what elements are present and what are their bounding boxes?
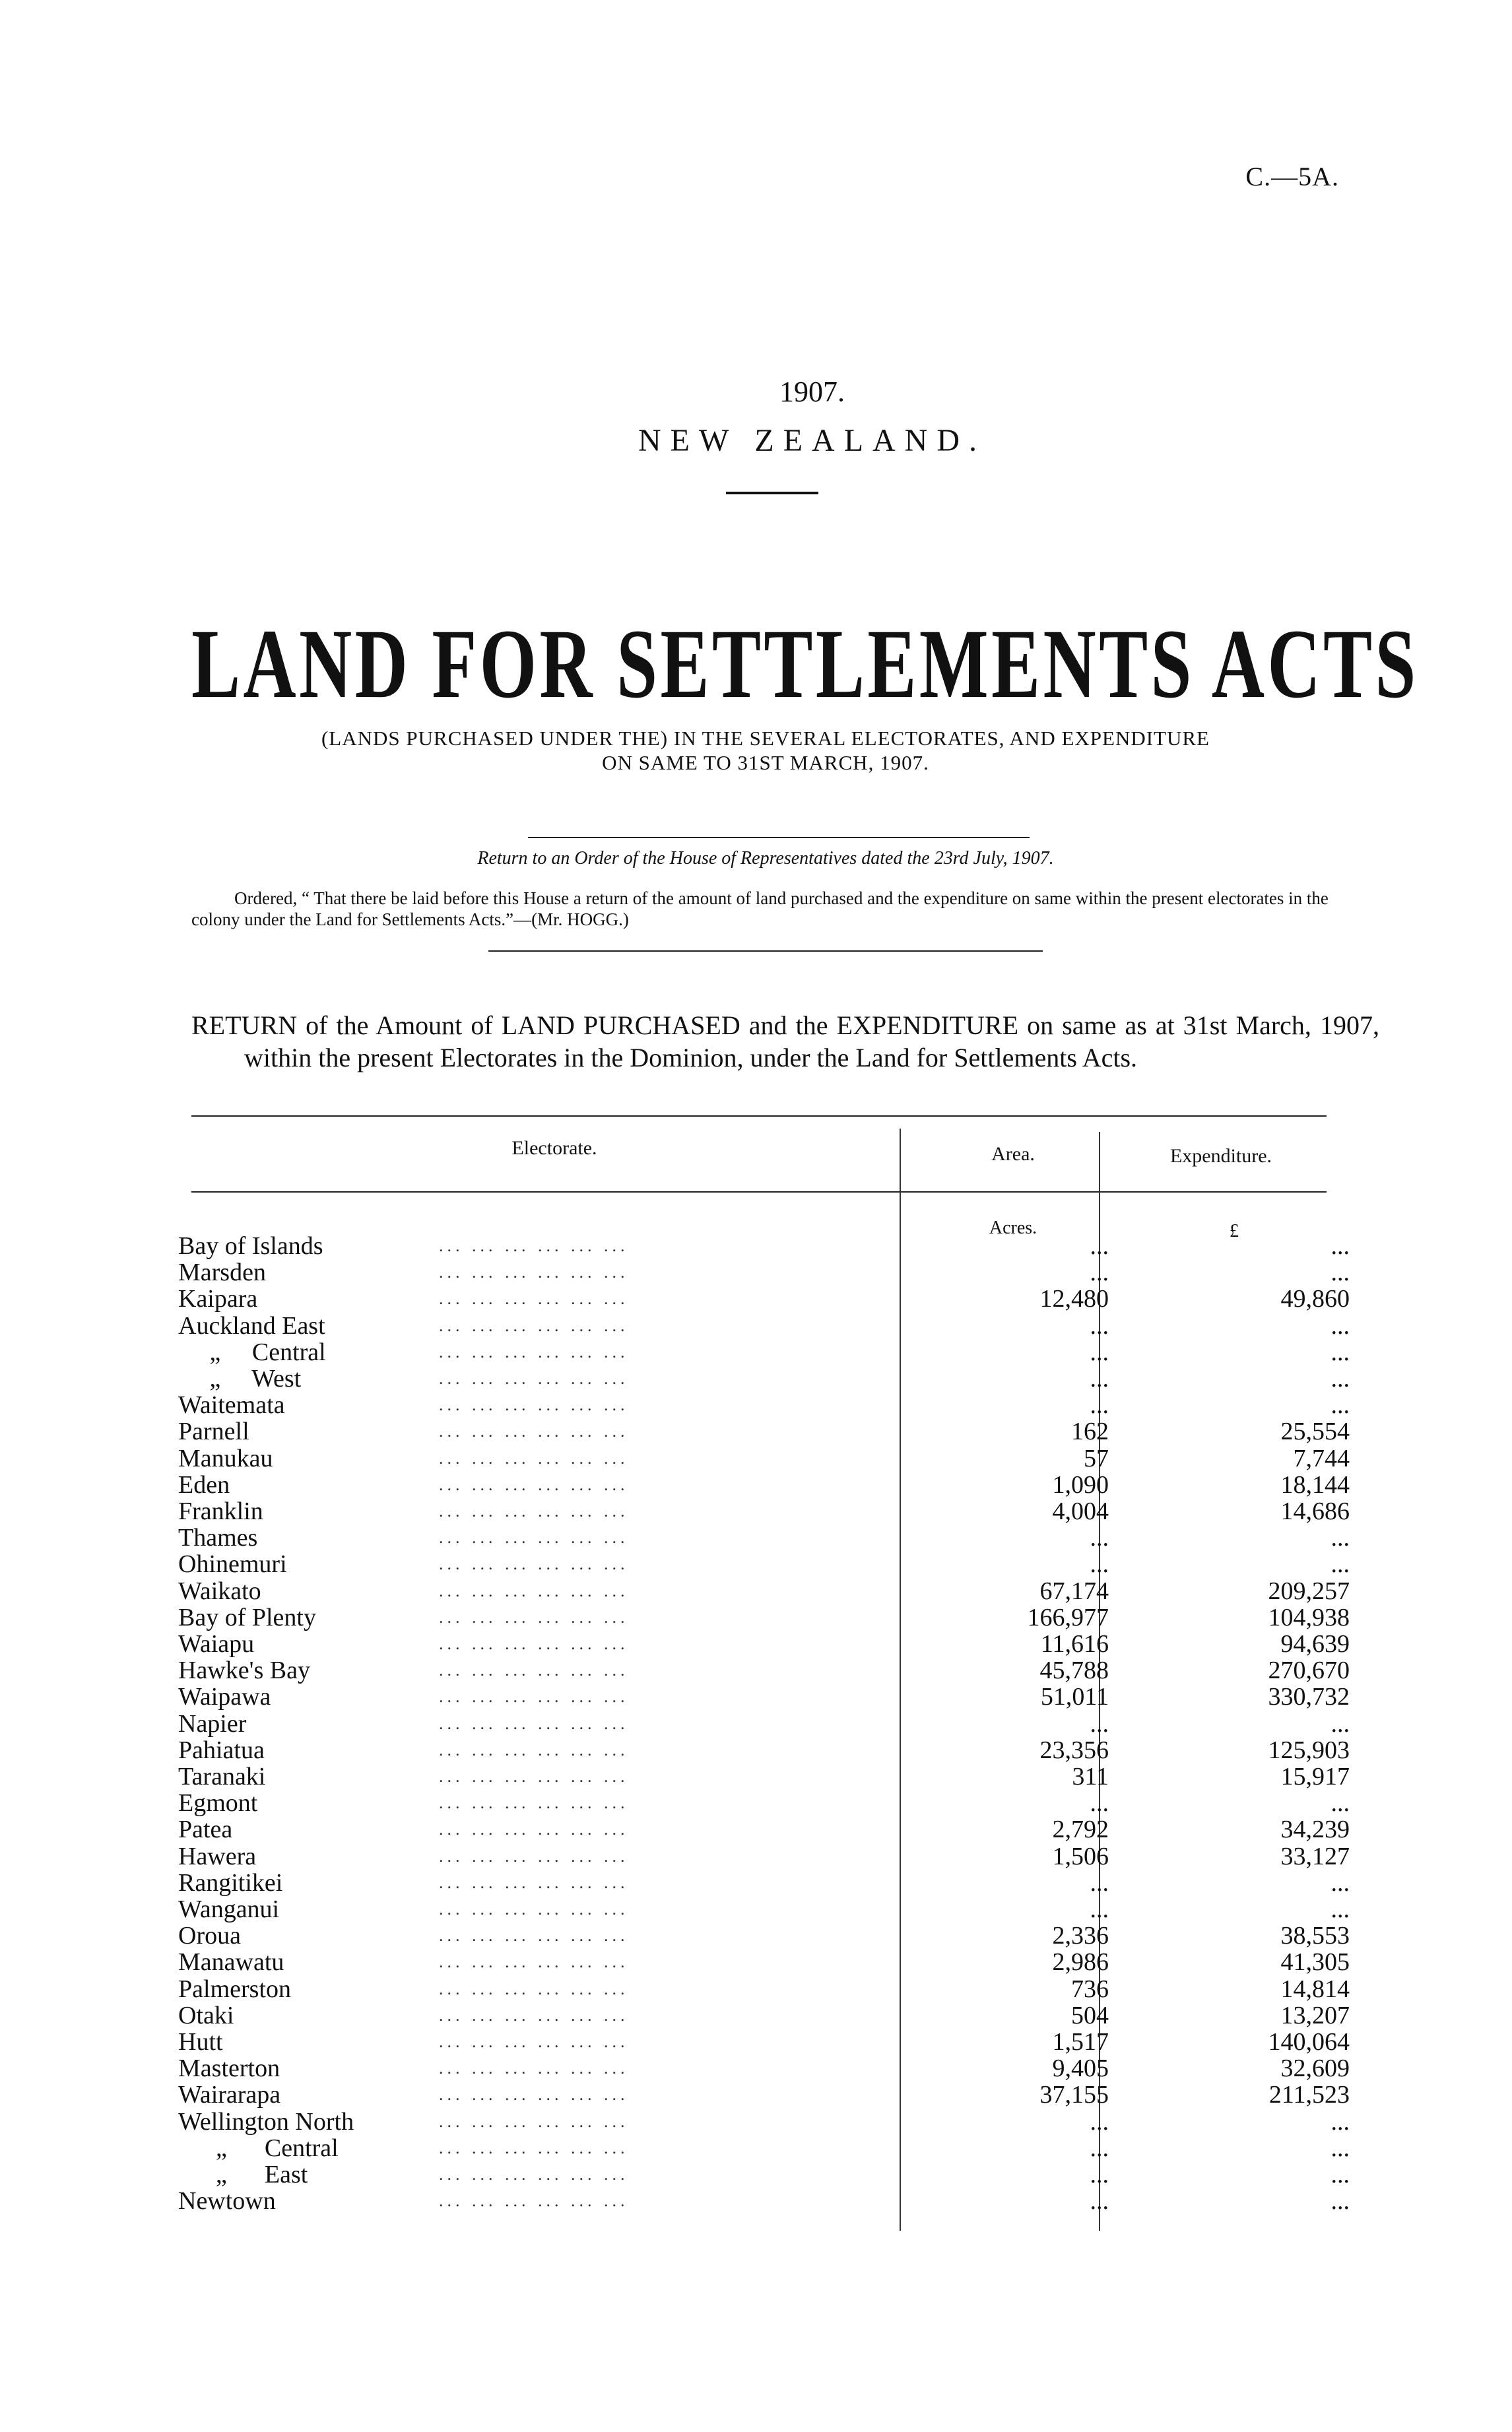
area-cell: ... [1090,1232,1109,1260]
electorate-name: Wanganui [178,1895,280,1923]
area-cell: 45,788 [1039,1657,1109,1685]
header-electorate: Electorate. [511,1137,597,1159]
expenditure-cell: 330,732 [1268,1683,1350,1711]
table-row [178,1630,1350,1658]
expenditure-cell: ... [1331,1550,1350,1579]
expenditure-cell: 41,305 [1280,1948,1350,1977]
dot-leaders: ... ... ... ... ... ... [439,1263,629,1282]
electorate-name: Oroua [178,1922,241,1950]
electorate-name: Marsden [178,1259,266,1287]
dot-leaders: ... ... ... ... ... ... [439,1581,629,1600]
expenditure-cell: 13,207 [1280,2001,1350,2029]
expenditure-cell: 25,554 [1280,1418,1350,1446]
dot-leaders: ... ... ... ... ... ... [439,1448,629,1468]
table-row [178,1524,1350,1552]
area-cell: 37,155 [1039,2081,1109,2109]
dot-leaders: ... ... ... ... ... ... [439,2058,629,2078]
divider [488,950,1043,952]
table-row [178,1789,1350,1818]
expenditure-cell: ... [1331,2187,1350,2216]
dot-leaders: ... ... ... ... ... ... [439,1846,629,1866]
dot-leaders: ... ... ... ... ... ... [439,1952,629,1972]
electorate-name: Masterton [178,2054,280,2083]
area-cell: ... [1090,1311,1109,1340]
dot-leaders: ... ... ... ... ... ... [439,1687,629,1707]
table-row [178,1470,1350,1499]
area-cell: ... [1090,2107,1109,2136]
return-intro-paragraph: RETURN of the Amount of LAND PURCHASED and the EXPENDITURE on same as at 31st March, 1907, within the present Electorates in the Dominion, under the Land for Settlements Acts. [191,1010,1379,1072]
document-year: 1907. [779,376,845,408]
table-row [178,1603,1350,1631]
dot-leaders: ... ... ... ... ... ... [439,2085,629,2105]
dot-leaders: ... ... ... ... ... ... [439,1660,629,1680]
area-cell: ... [1090,2134,1109,2162]
table-row [178,1550,1350,1579]
table-row [178,1311,1350,1340]
electorate-name: Eden [178,1470,230,1499]
area-cell: 162 [1071,1418,1109,1446]
dot-leaders: ... ... ... ... ... ... [439,1474,629,1494]
document-subtitle [224,726,1307,775]
electorate-name: „ Central [178,2134,339,2162]
ordered-paragraph: Ordered, “ That there be laid before this House a return of the amount of land purchased and the expenditure on same within the present electorates in the colony under the Land for Settlements Acts.”—(Mr. HOGG.) [191,888,1329,930]
expenditure-cell: 270,670 [1268,1657,1350,1685]
dot-leaders: ... ... ... ... ... ... [439,1740,629,1759]
expenditure-cell: ... [1331,1391,1350,1420]
expenditure-cell: 104,938 [1268,1603,1350,1631]
table-row [178,2107,1350,2136]
electorate-name: „ Central [178,1338,326,1366]
area-cell: ... [1090,1365,1109,1393]
electorate-name: Wellington North [178,2107,354,2136]
dot-leaders: ... ... ... ... ... ... [439,1342,629,1362]
electorate-name: Manukau [178,1444,273,1472]
expenditure-cell: ... [1331,1868,1350,1897]
table-header-rule [191,1191,1327,1193]
table-row [178,1736,1350,1764]
area-cell: 23,356 [1039,1736,1109,1764]
table-row [178,1683,1350,1711]
electorate-name: Otaki [178,2001,234,2029]
electorate-name: Manawatu [178,1948,284,1977]
electorate-name: Wairarapa [178,2081,281,2109]
table-row [178,1365,1350,1393]
table-row [178,1657,1350,1685]
expenditure-cell: ... [1331,1709,1350,1738]
table-row [178,2001,1350,2029]
electorate-name: Patea [178,1816,233,1844]
dot-leaders: ... ... ... ... ... ... [439,1899,629,1919]
area-cell: 1,506 [1052,1842,1109,1870]
expenditure-cell: ... [1331,2107,1350,2136]
electorate-name: Waitemata [178,1391,285,1420]
expenditure-units: £ [1230,1221,1239,1241]
expenditure-cell: ... [1331,1789,1350,1818]
header-expenditure: Expenditure. [1169,1145,1272,1167]
table-row [178,1391,1350,1420]
table-row [178,2187,1350,2216]
area-cell: ... [1090,1789,1109,1818]
electorate-name: Newtown [178,2187,276,2216]
subtitle-line-1: (LANDS PURCHASED UNDER THE) IN THE SEVERAL ELECTORATES, AND EXPENDITURE [321,727,1210,750]
area-units: Acres. [989,1218,1037,1238]
electorate-name: Kaipara [178,1285,258,1313]
table-row [178,1842,1350,1870]
expenditure-cell: 32,609 [1280,2054,1350,2083]
electorate-name: „ East [178,2161,308,2188]
table-row [178,1259,1350,1287]
electorate-name: Bay of Plenty [178,1603,316,1631]
electorate-name: Thames [178,1524,258,1552]
dot-leaders: ... ... ... ... ... ... [439,1713,629,1733]
electorate-name: Waipawa [178,1683,271,1711]
dot-leaders: ... ... ... ... ... ... [439,2005,629,2025]
table-row [178,1497,1350,1525]
dot-leaders: ... ... ... ... ... ... [439,2165,629,2184]
dot-leaders: ... ... ... ... ... ... [439,1979,629,1998]
return-order-note: Return to an Order of the House of Representatives dated the 23rd July, 1907. [477,848,1054,869]
expenditure-cell: 211,523 [1268,2081,1350,2109]
area-cell: ... [1090,1259,1109,1287]
electorate-name: Palmerston [178,1975,291,2003]
dot-leaders: ... ... ... ... ... ... [439,2191,629,2211]
dot-leaders: ... ... ... ... ... ... [439,1872,629,1892]
document-reference: C.—5A. [1245,162,1339,191]
expenditure-cell: 33,127 [1280,1842,1350,1870]
expenditure-cell: ... [1331,1338,1350,1366]
area-cell: 2,792 [1052,1816,1109,1844]
expenditure-cell: ... [1331,1365,1350,1393]
area-cell: ... [1090,1868,1109,1897]
expenditure-cell: 125,903 [1268,1736,1350,1764]
dot-leaders: ... ... ... ... ... ... [439,1528,629,1548]
area-cell: ... [1090,1895,1109,1923]
table-top-rule [191,1115,1327,1117]
table-row [178,1709,1350,1738]
expenditure-cell: ... [1331,1311,1350,1340]
expenditure-cell: 14,686 [1280,1497,1350,1525]
expenditure-cell: 18,144 [1280,1470,1350,1499]
area-cell: ... [1090,1524,1109,1552]
area-cell: 311 [1072,1763,1109,1791]
header-area: Area. [991,1143,1035,1165]
area-cell: 2,986 [1052,1948,1109,1977]
dot-leaders: ... ... ... ... ... ... [439,1501,629,1521]
subtitle-line-2: ON SAME TO 31ST MARCH, 1907. [602,751,929,775]
electorate-name: Hutt [178,2028,223,2056]
table-row [178,1868,1350,1897]
expenditure-cell: 34,239 [1280,1816,1350,1844]
divider [528,837,1030,838]
area-cell: 736 [1071,1975,1109,2003]
dot-leaders: ... ... ... ... ... ... [439,1607,629,1627]
electorate-name: Bay of Islands [178,1232,323,1260]
table-row [178,1895,1350,1923]
expenditure-cell: 49,860 [1280,1285,1350,1313]
table-row [178,1232,1350,1260]
expenditure-cell: 14,814 [1280,1975,1350,2003]
expenditure-cell: ... [1331,1259,1350,1287]
area-cell: 9,405 [1052,2054,1109,2083]
electorate-name: Egmont [178,1789,258,1818]
dot-leaders: ... ... ... ... ... ... [439,1554,629,1574]
electorate-name: Napier [178,1709,247,1738]
area-cell: 12,480 [1039,1285,1109,1313]
expenditure-cell: 94,639 [1280,1630,1350,1658]
electorate-name: Ohinemuri [178,1550,287,1579]
table-row [178,1338,1350,1366]
electorate-name: Rangitikei [178,1868,283,1897]
expenditure-cell: 140,064 [1268,2028,1350,2056]
electorate-name: Hawera [178,1842,257,1870]
area-cell: 166,977 [1027,1603,1109,1631]
electorate-name: Pahiatua [178,1736,265,1764]
document-title: LAND FOR SETTLEMENTS ACTS [191,609,1419,719]
dot-leaders: ... ... ... ... ... ... [439,1315,629,1335]
table-row [178,2134,1350,2162]
area-cell: ... [1090,1391,1109,1420]
expenditure-cell: ... [1331,1524,1350,1552]
electorate-name: Franklin [178,1497,263,1525]
table-row [178,1577,1350,1605]
dot-leaders: ... ... ... ... ... ... [439,1236,629,1255]
area-cell: 1,517 [1052,2028,1109,2056]
area-cell: 504 [1071,2001,1109,2029]
table-row [178,2054,1350,2083]
dot-leaders: ... ... ... ... ... ... [439,1767,629,1786]
expenditure-cell: 209,257 [1268,1577,1350,1605]
dot-leaders: ... ... ... ... ... ... [439,1926,629,1946]
expenditure-cell: 15,917 [1280,1763,1350,1791]
area-cell: 4,004 [1052,1497,1109,1525]
dot-leaders: ... ... ... ... ... ... [439,2032,629,2051]
area-cell: ... [1090,2187,1109,2216]
area-cell: 51,011 [1040,1683,1109,1711]
expenditure-cell: 38,553 [1280,1922,1350,1950]
divider [726,492,818,494]
area-cell: 2,336 [1052,1922,1109,1950]
dot-leaders: ... ... ... ... ... ... [439,1820,629,1839]
electorate-name: Hawke's Bay [178,1657,310,1685]
expenditure-cell: ... [1331,2161,1350,2188]
area-cell: 1,090 [1052,1470,1109,1499]
area-cell: 11,616 [1040,1630,1109,1658]
table-row [178,1444,1350,1472]
electorate-name: Waikato [178,1577,261,1605]
expenditure-cell: ... [1331,1232,1350,1260]
area-cell: 57 [1084,1444,1109,1472]
table-row [178,1922,1350,1950]
electorate-name: „ West [178,1365,302,1393]
dot-leaders: ... ... ... ... ... ... [439,2111,629,2131]
dot-leaders: ... ... ... ... ... ... [439,1395,629,1415]
table-row [178,2161,1350,2188]
electorate-name: Auckland East [178,1311,325,1340]
dot-leaders: ... ... ... ... ... ... [439,1634,629,1653]
expenditure-cell: ... [1331,1895,1350,1923]
table-row [178,1816,1350,1844]
area-cell: ... [1090,1338,1109,1366]
expenditure-cell: 7,744 [1293,1444,1350,1472]
table-row [178,1763,1350,1791]
electorate-name: Taranaki [178,1763,266,1791]
area-cell: 67,174 [1039,1577,1109,1605]
dot-leaders: ... ... ... ... ... ... [439,2138,629,2157]
area-cell: ... [1090,1709,1109,1738]
expenditure-cell: ... [1331,2134,1350,2162]
area-cell: ... [1090,1550,1109,1579]
table-row [178,1948,1350,1977]
electorate-name: Parnell [178,1418,249,1446]
electorate-name: Waiapu [178,1630,255,1658]
table-row [178,1285,1350,1313]
table-row [178,1975,1350,2003]
dot-leaders: ... ... ... ... ... ... [439,1422,629,1441]
table-row [178,1418,1350,1446]
table-row [178,2028,1350,2056]
dot-leaders: ... ... ... ... ... ... [439,1289,629,1309]
dot-leaders: ... ... ... ... ... ... [439,1369,629,1388]
dot-leaders: ... ... ... ... ... ... [439,1793,629,1813]
table-row [178,2081,1350,2109]
area-cell: ... [1090,2161,1109,2188]
country-heading: NEW ZEALAND. [638,423,987,458]
